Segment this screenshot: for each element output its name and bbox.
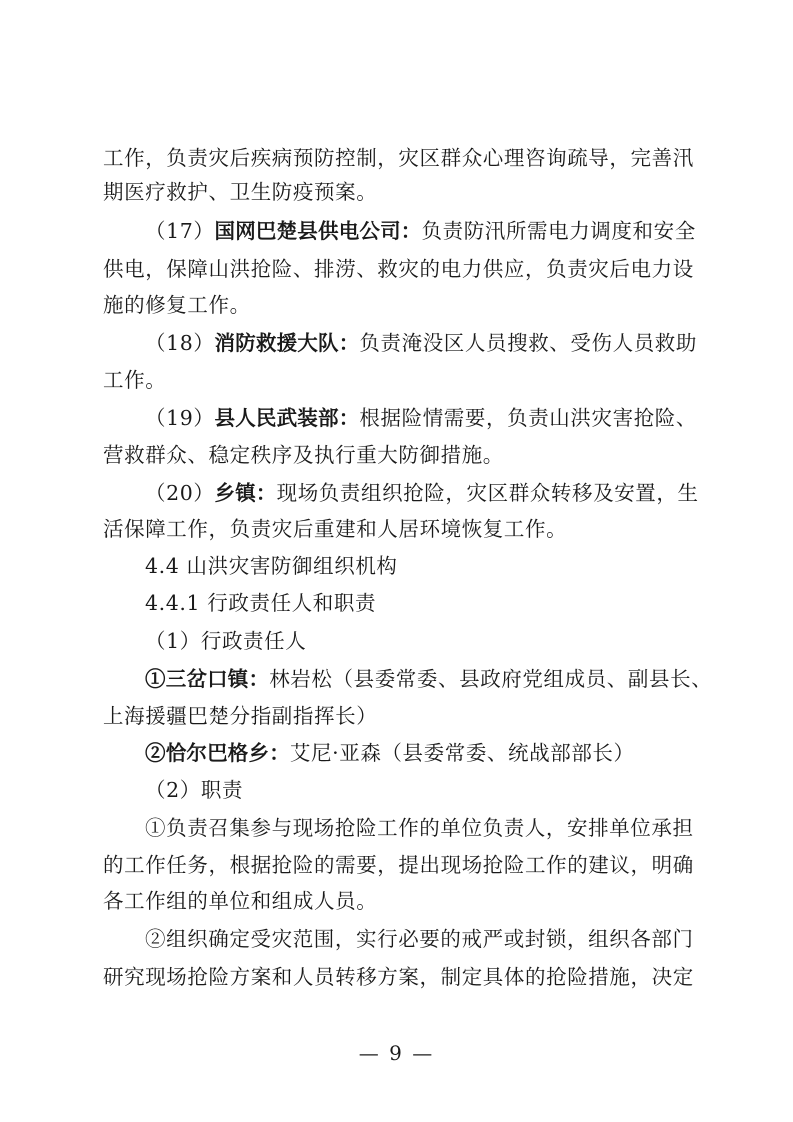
page-number: — 9 — — [358, 1041, 435, 1065]
item-17-heading: 国网巴楚县供电公司： — [214, 219, 422, 243]
item-18: （18）消防救援大队：负责淹没区人员搜救、受伤人员救助 — [145, 331, 698, 355]
subsection-heading: （2）职责 — [145, 778, 244, 802]
responsible-entry-2: ②恰尔巴格乡：艾尼·亚森（县委常委、统战部部长） — [145, 741, 635, 765]
text-line: 期医疗救护、卫生防疫预案。 — [103, 180, 378, 204]
item-19-heading: 县人民武装部： — [214, 406, 360, 430]
entry-1-heading: ①三岔口镇： — [145, 667, 270, 691]
text-line: 供电，保障山洪抢险、排涝、救灾的电力供应，负责灾后电力设 — [103, 257, 694, 281]
text-line: 的工作任务，根据抢险的需要，提出现场抢险工作的建议，明确 — [103, 853, 694, 877]
text-line: 工作，负责灾后疾病预防控制，灾区群众心理咨询疏导，完善汛 — [103, 146, 694, 170]
text-line: 活保障工作，负责灾后重建和人居环境恢复工作。 — [103, 517, 568, 541]
section-heading-4-4: 4.4 山洪灾害防御组织机构 — [145, 554, 398, 578]
text-line: 工作。 — [103, 368, 167, 392]
section-heading-4-4-1: 4.4.1 行政责任人和职责 — [145, 591, 377, 615]
text-line: 研究现场抢险方案和人员转移方案，制定具体的抢险措施，决定 — [103, 965, 694, 989]
text-line: ②组织确定受灾范围，实行必要的戒严或封锁，组织各部门 — [145, 927, 694, 951]
entry-2-heading: ②恰尔巴格乡： — [145, 741, 290, 765]
text-line: 营救群众、稳定秩序及执行重大防御措施。 — [103, 443, 504, 467]
item-19: （19）县人民武装部：根据险情需要，负责山洪灾害抢险、 — [145, 406, 698, 430]
subsection-heading: （1）行政责任人 — [145, 629, 307, 653]
text-line: 各工作组的单位和组成人员。 — [103, 889, 378, 913]
item-18-heading: 消防救援大队： — [214, 331, 360, 355]
item-17: （17）国网巴楚县供电公司：负责防汛所需电力调度和安全 — [145, 219, 696, 243]
text-line: 施的修复工作。 — [103, 293, 251, 317]
item-20-heading: 乡镇： — [214, 481, 277, 505]
text-line: 上海援疆巴楚分指副指挥长） — [103, 704, 378, 728]
item-20: （20）乡镇：现场负责组织抢险，灾区群众转移及安置，生 — [145, 481, 699, 505]
responsible-entry-1: ①三岔口镇：林岩松（县委常委、县政府党组成员、副县长、 — [145, 667, 713, 691]
text-line: ①负责召集参与现场抢险工作的单位负责人，安排单位承担 — [145, 816, 694, 840]
